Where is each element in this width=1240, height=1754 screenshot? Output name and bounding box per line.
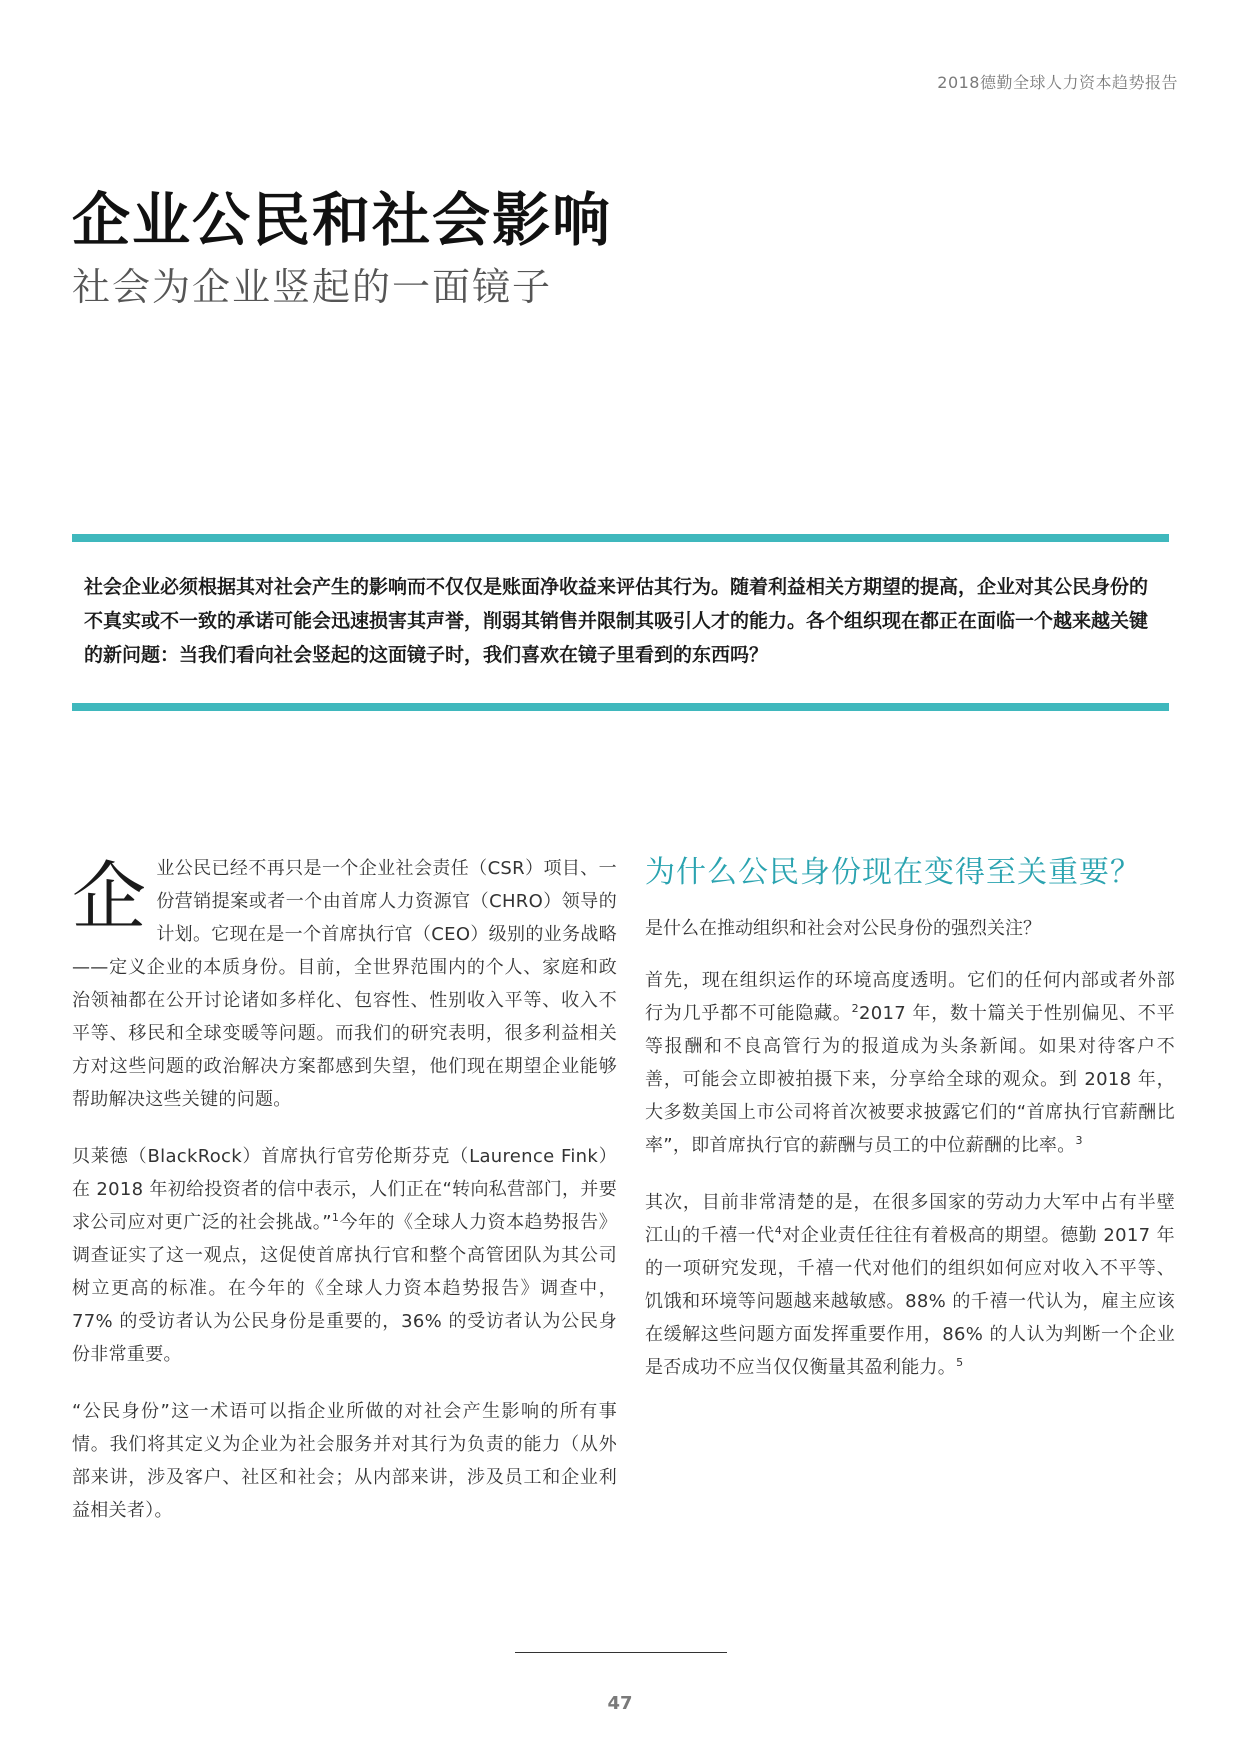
footnote-ref: 1 <box>331 1211 340 1224</box>
lead-question: 是什么在推动组织和社会对公民身份的强烈关注？ <box>645 918 1041 939</box>
paragraph-intro <box>72 852 617 1116</box>
right-column <box>645 852 1175 1384</box>
paragraph-text: 其次，目前非常清楚的是，在很多国家的劳动力大军中占有半壁江山的千禧一代 <box>645 1192 1175 1246</box>
footnote-ref: 3 <box>1075 1134 1083 1147</box>
title-block <box>72 186 1172 310</box>
footnote-ref: 2 <box>851 1002 859 1015</box>
paragraph-text: 首先，现在组织运作的环境高度透明。它们的任何内部或者外部行为几乎都不可能隐藏。 <box>645 970 1175 1024</box>
intro-top-rule <box>72 534 1169 542</box>
intro-bottom-rule <box>72 703 1169 711</box>
paragraph-text: 业公民已经不再只是一个企业社会责任（CSR）项目、一份营销提案或者一个由首席人力资源官（CHRO）领导的计划。它现在是一个首席执行官（CEO）级别的业务战略——定义企业的本质身份。目前，全世界范围内的个人、家庭和政治领袖都在公开讨论诸如多样化、包容性、性别收入平等、收入不平等、移民和全球变暖等问题。而我们的研究表明，很多利益相关方对这些问题的政治解决方案都感到失望，他们现在期望企业能够帮助解决这些关键的问题。 <box>72 858 617 1110</box>
paragraph-text: 贝莱德（BlackRock）首席执行官劳伦斯芬克（Laurence Fink）在 2018 年初给投资者的信中表示，人们正在“转向私营部门，并要求公司应对更广泛的社会挑战。” <box>72 1146 617 1233</box>
paragraph-text: 今年的《全球人力资本趋势报告》调查证实了这一观点，这促使首席执行官和整个高管团队为其公司树立更高的标准。在今年的《全球人力资本趋势报告》调查中，77% 的受访者认为公民身份是重要的，36% 的受访者认为公民身份非常重要。 <box>72 1212 618 1365</box>
paragraph-text: 2017 年，数十篇关于性别偏见、不平等报酬和不良高管行为的报道成为头条新闻。如果对待客户不善，可能会立即被拍摄下来，分享给全球的观众。到 2018 年，大多数美国上市公司将首次被要求披露它们的“首席执行官薪酬比率”，即首席执行官的薪酬与员工的中位薪酬的比率。 <box>645 1003 1175 1156</box>
paragraph-definition: “公民身份”这一术语可以指企业所做的对社会产生影响的所有事情。我们将其定义为企业为社会服务并对其行为负责的能力（从外部来讲，涉及客户、社区和社会；从内部来讲，涉及员工和企业利益相关者）。 <box>72 1401 617 1521</box>
paragraph-blackrock <box>72 1140 617 1371</box>
left-column <box>72 852 617 1527</box>
running-header: 2018德勤全球人力资本趋势报告 <box>937 73 1178 92</box>
page-title: 企业公民和社会影响 <box>72 186 613 254</box>
footnote-ref: 4 <box>774 1224 782 1237</box>
section-heading: 为什么公民身份现在变得至关重要？ <box>645 855 1141 890</box>
paragraph-text: 对企业责任往往有着极高的期望。德勤 2017 年的一项研究发现，千禧一代对他们的组织如何应对收入不平等、饥饿和环境等问题越来越敏感。88% 的千禧一代认为，雇主应该在缓解这些问题方面发挥重要作用，86% 的人认为判断一个企业是否成功不应当仅仅衡量其盈利能力。 <box>645 1225 1175 1378</box>
paragraph-millennials <box>645 1186 1175 1384</box>
intro-summary: 社会企业必须根据其对社会产生的影响而不仅仅是账面净收益来评估其行为。随着利益相关方期望的提高，企业对其公民身份的不真实或不一致的承诺可能会迅速损害其声誉，削弱其销售并限制其吸引人才的能力。各个组织现在都正在面临一个越来越关键的新问题：当我们看向社会竖起的这面镜子时，我们喜欢在镜子里看到的东西吗？ <box>84 576 1149 666</box>
footer-rule <box>515 1652 727 1653</box>
page-subtitle: 社会为企业竖起的一面镜子 <box>72 265 553 309</box>
drop-cap: 企 <box>72 854 147 940</box>
paragraph-transparency <box>645 964 1175 1162</box>
page-number: 47 <box>607 1693 633 1714</box>
footnote-ref: 5 <box>956 1356 964 1369</box>
